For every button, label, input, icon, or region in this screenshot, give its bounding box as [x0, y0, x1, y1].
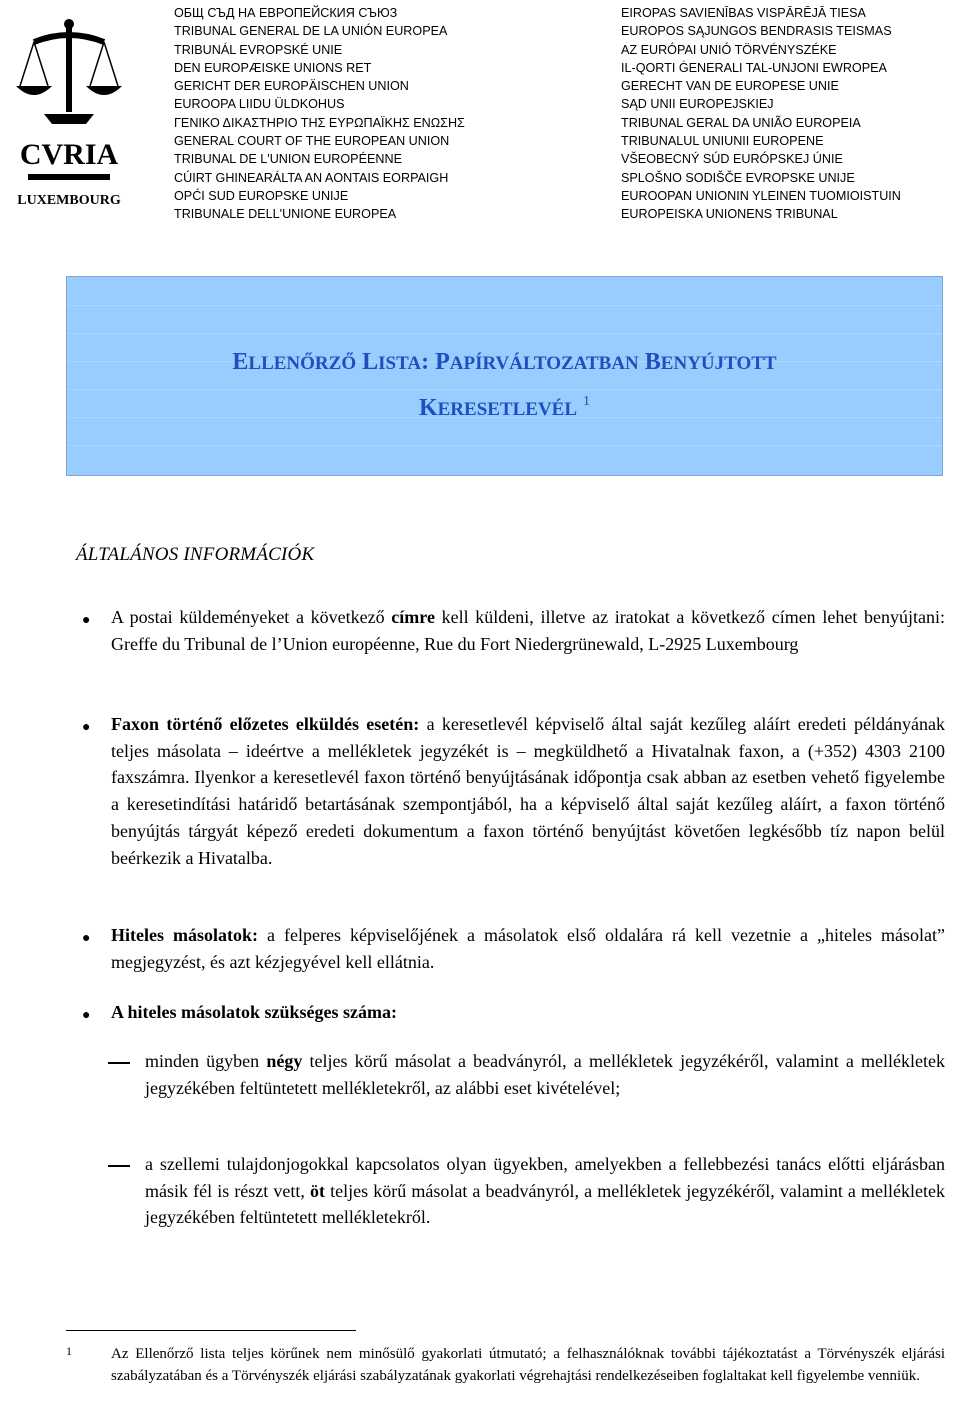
court-name: TRIBUNALUL UNIUNII EUROPENE	[621, 134, 824, 149]
court-name: TRIBUNAL GERAL DA UNIÃO EUROPEIA	[621, 115, 861, 130]
logo-city-text: LUXEMBOURG	[17, 193, 121, 208]
title-word: LISTA	[362, 349, 422, 375]
court-name: EUROPOS SĄJUNGOS BENDRASIS TEISMAS	[621, 24, 892, 39]
footnote-separator	[66, 1330, 356, 1331]
court-name: TRIBUNÁL EVROPSKÉ UNIE	[174, 42, 343, 57]
dash-icon	[108, 1165, 130, 1167]
court-name: GENERAL COURT OF THE EUROPEAN UNION	[174, 134, 450, 149]
court-name: VŠEOBECNÝ SÚD EURÓPSKEJ ÚNIE	[621, 152, 843, 167]
cvria-logo	[14, 14, 124, 214]
court-name: ΓΕΝΙΚΟ ΔΙΚΑΣΤΗΡΙΟ ΤΗΣ ΕΥΡΩΠΑΪΚΗΣ ΕΝΩΣΗΣ	[174, 115, 465, 130]
title-line-1	[67, 343, 942, 383]
address-paragraph: A postai küldeményeket a következő címre kell küldeni, illetve az iratokat a következő címen lehet benyújtani: Greffe du Tribunal de l’Union européenne, Rue du Fort Niedergrünewald, L-2925 Luxembourg	[111, 607, 945, 654]
fax-paragraph: Faxon történő előzetes elküldés esetén: a keresetlevél képviselő által saját kezűleg aláírt eredeti példányának teljes másolata – ideértve a mellékletek jegyzékét is – megküldhető a Hivatalnak faxon, a (+352) 4303 2100 faxszámra. Ilyenkor a keresetlevél faxon történő benyújtásának időpontja csak abban az esetben vehető figyelembe a keresetindítási határidő betartásának szempontjából, ha a képviselő által saját kezűleg aláírt, a faxon történő benyújtás tárgyát képező eredeti dokumentum a faxon történő benyújtást követően legkésőbb tíz napon belül beérkezik a Hivatalba.	[111, 714, 945, 868]
court-name: EIROPAS SAVIENĪBAS VISPĀRĒJĀ TIESA	[621, 6, 866, 20]
title-line-2	[67, 383, 942, 429]
footnote-reference: 1	[583, 394, 591, 409]
certified-copies-paragraph: Hiteles másolatok: a felperes képviselőjének a másolatok első oldalára rá kell vezetnie a „hiteles másolat” megjegyzést, és azt kézjegyével kell ellátnia.	[111, 925, 945, 972]
court-name: AZ EURÓPAI UNIÓ TÖRVÉNYSZÉKE	[621, 42, 837, 57]
section-heading: ÁLTALÁNOS INFORMÁCIÓK	[76, 544, 315, 565]
logo-emblem-text: CVRIA	[19, 138, 119, 171]
title-box	[66, 276, 943, 476]
document-title	[67, 343, 942, 429]
court-name: EUROPEISKA UNIONENS TRIBUNAL	[621, 207, 838, 222]
court-name: DEN EUROPÆISKE UNIONS RET	[174, 60, 372, 75]
court-name: SĄD UNII EUROPEJSKIEJ	[621, 97, 774, 112]
court-name: EUROOPA LIIDU ÜLDKOHUS	[174, 97, 345, 112]
court-name: ОБЩ СЪД НА ЕВРОПЕЙСКИЯ СЪЮЗ	[174, 6, 398, 20]
title-word: PAPÍRVÁLTOZATBAN	[435, 349, 639, 375]
court-names-left	[174, 4, 465, 224]
court-name: SPLOŠNO SODIŠČE EVROPSKE UNIJE	[621, 170, 855, 185]
dash-icon	[108, 1062, 130, 1064]
court-name: TRIBUNAL GENERAL DE LA UNIÓN EUROPEA	[174, 24, 448, 39]
bullet-icon: ●	[82, 720, 91, 735]
court-names-right	[621, 4, 901, 224]
title-word: KERESETLEVÉL	[418, 395, 578, 421]
copies-rule-2: a szellemi tulajdonjogokkal kapcsolatos olyan ügyekben, amelyekben a fellebbezési tanács előtti eljárásban másik fél is részt vett, öt teljes körű másolat a beadványról, a mellékletek jegyzékéről, valamint a mellékletek jegyzékében feltüntetett mellékletekről.	[145, 1154, 945, 1228]
bullet-icon: ●	[82, 613, 91, 628]
title-word: BENYÚJTOTT	[644, 349, 777, 375]
court-name: GERECHT VAN DE EUROPESE UNIE	[621, 79, 839, 94]
copies-heading: A hiteles másolatok szükséges száma:	[111, 1002, 397, 1022]
court-name: OPĆI SUD EUROPSKE UNIJE	[174, 188, 349, 203]
court-name: TRIBUNAL DE L'UNION EUROPÉENNE	[174, 152, 402, 167]
court-name: IL-QORTI ĠENERALI TAL-UNJONI EWROPEA	[621, 60, 887, 75]
court-name: TRIBUNALE DELL'UNIONE EUROPEA	[174, 207, 397, 222]
footnote-number: 1	[66, 1344, 72, 1358]
title-word: ELLENŐRZŐ	[232, 349, 357, 375]
title-word: :	[421, 349, 430, 375]
court-name: CÚIRT GHINEARÁLTA AN AONTAIS EORPAIGH	[174, 170, 449, 185]
copies-rule-1: minden ügyben négy teljes körű másolat a beadványról, a mellékletek jegyzékéről, valamint a mellékletek jegyzékében feltüntetett mellékletekről, az alábbi eset kivételével;	[145, 1051, 945, 1098]
footnote-text: Az Ellenőrző lista teljes körűnek nem minősülő gyakorlati útmutató; a felhasználóknak további tájékoztatást a Törvényszék eljárási szabályzatában és a Törvényszék eljárási szabályzatának gyakorlati végrehajtási rendelkezéseiben foglaltakat kell figyelembe venniük.	[111, 1346, 945, 1384]
bullet-icon: ●	[82, 931, 91, 946]
court-name: EUROOPAN UNIONIN YLEINEN TUOMIOISTUIN	[621, 188, 901, 203]
court-name: GERICHT DER EUROPÄISCHEN UNION	[174, 79, 409, 94]
bullet-icon: ●	[82, 1008, 91, 1023]
